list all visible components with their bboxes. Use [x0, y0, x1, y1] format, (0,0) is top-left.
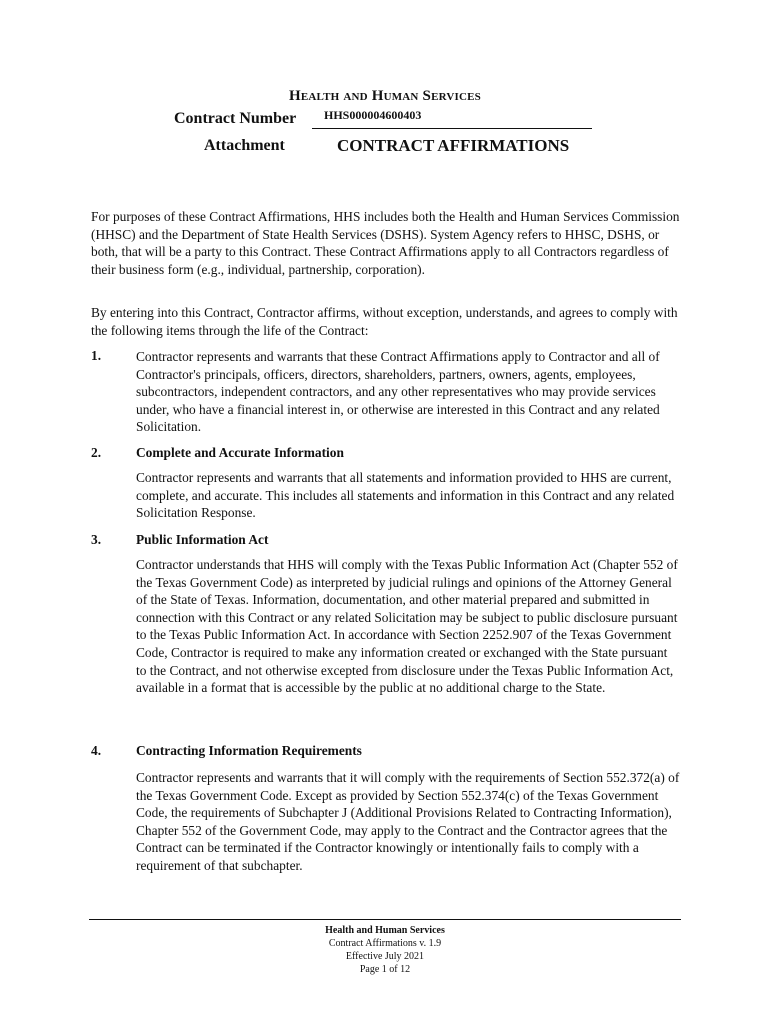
item-number: 3.: [91, 532, 102, 547]
contract-number-label: Contract Number: [174, 110, 297, 127]
footer-effective-date: Effective July 2021: [345, 951, 425, 962]
footer-page-number: Page 1 of 12: [359, 964, 411, 975]
item-text: Contractor understands that HHS will comply with the Texas Public Information Act (Chapter 552 of the Texas Government Code) as interpreted by judicial rulings and opinions of the Attorney General of the State of Texas. Information, documentation, and other material prepared and submitted in connection with this Contract or any related Solicitation may be subject to public disclosure pursuant to the Texas Public Information Act. In accordance with Section 2252.907 of the Texas Government Code, Contractor is required to make any information created or exchanged with the State pursuant to the Contract, and not otherwise excepted from disclosure under the Texas Public Information Act, available in a format that is accessible by the public at no additional charge to the State.: [136, 557, 678, 696]
attachment-label: Attachment: [204, 137, 285, 154]
item-number: 2.: [91, 445, 102, 460]
document-title: CONTRACT AFFIRMATIONS: [337, 136, 570, 155]
intro-paragraph-2: By entering into this Contract, Contractor affirms, without exception, understands, and agrees to comply with the following items through the life of the Contract:: [91, 305, 678, 338]
attachment-row: [204, 136, 624, 158]
item-heading: Contracting Information Requirements: [136, 743, 362, 758]
intro-paragraph-1: For purposes of these Contract Affirmations, HHS includes both the Health and Human Services Commission (HHSC) and the Department of State Health Services (DSHS). System Agency refers to HHSC, DSHS, or both, that will be a party to this Contract. These Contract Affirmations apply to all Contractors regardless of their business form (e.g., individual, partnership, corporation).: [91, 209, 680, 277]
item-text: Contractor represents and warrants that these Contract Affirmations apply to Contractor and all of Contractor's principals, officers, directors, shareholders, partners, owners, agents, employees, subcontractors, independent contractors, and any other representatives who may provide services under, who have a financial interest in, or otherwise are interested in this Contract and any related Solicitation.: [136, 349, 660, 435]
footer-divider: [89, 919, 681, 920]
contract-number-underline: [312, 128, 592, 129]
item-text: Contractor represents and warrants that it will comply with the requirements of Section 552.372(a) of the Texas Government Code. Except as provided by Section 552.374(c) of the Texas Government Code, the requirements of Subchapter J (Additional Provisions Related to Contracting Information), Chapter 552 of the Government Code, may apply to the Contract and the Contractor agrees that the Contract can be terminated if the Contractor knowingly or intentionally fails to comply with a requirement of that subchapter.: [136, 770, 680, 873]
item-heading: Complete and Accurate Information: [136, 445, 344, 460]
footer-organization: Health and Human Services: [325, 925, 445, 936]
item-number: 1.: [91, 348, 102, 363]
contract-number-value: HHS000004600403: [324, 108, 422, 122]
item-number: 4.: [91, 743, 102, 758]
footer-version: Contract Affirmations v. 1.9: [328, 938, 442, 949]
item-heading: Public Information Act: [136, 532, 269, 547]
organization-title: Health and Human Services: [289, 88, 481, 104]
item-text: Contractor represents and warrants that all statements and information provided to HHS are current, complete, and accurate. This includes all statements and information in this Contract and any related Solicitation Response.: [136, 470, 675, 521]
